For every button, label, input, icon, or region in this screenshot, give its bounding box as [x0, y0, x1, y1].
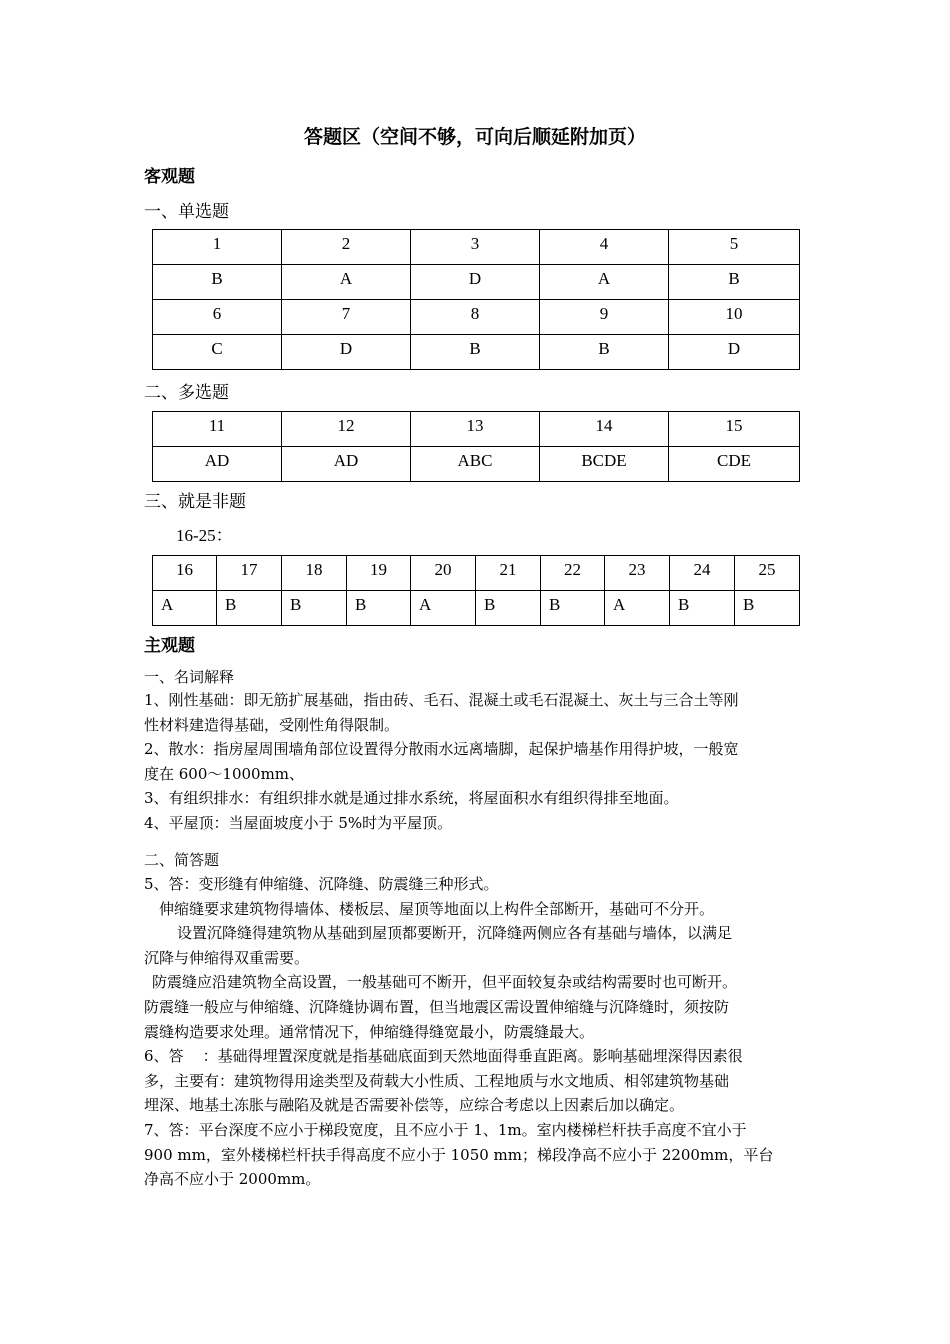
- question-number: 25: [735, 556, 800, 591]
- answer-cell: AD: [282, 447, 411, 482]
- multi-choice-heading: 二、多选题: [144, 383, 229, 403]
- table-row: [153, 447, 800, 482]
- question-number: 4: [540, 230, 669, 265]
- text-line: 埋深、地基土冻胀与融陷及就是否需要补偿等，应综合考虑以上因素后加以确定。: [144, 1096, 685, 1115]
- text-line: 6、答 ：基础得埋置深度就是指基础底面到天然地面得垂直距离。影响基础埋深得因素很: [144, 1047, 743, 1066]
- answer-cell: B: [476, 591, 541, 626]
- question-number: 24: [670, 556, 735, 591]
- question-number: 6: [153, 300, 282, 335]
- short-answer-heading: 二、简答题: [144, 851, 220, 869]
- true-false-table: [152, 555, 800, 626]
- table-row: [153, 412, 800, 447]
- answer-cell: BCDE: [540, 447, 669, 482]
- question-number: 8: [411, 300, 540, 335]
- question-number: 16: [153, 556, 217, 591]
- subjective-heading: 主观题: [144, 636, 195, 656]
- table-row: [153, 335, 800, 370]
- question-number: 17: [217, 556, 282, 591]
- question-number: 9: [540, 300, 669, 335]
- table-row: [153, 230, 800, 265]
- answer-cell: D: [411, 265, 540, 300]
- single-choice-table: [152, 229, 800, 370]
- question-number: 23: [605, 556, 670, 591]
- question-number: 22: [541, 556, 605, 591]
- answer-cell: A: [605, 591, 670, 626]
- true-false-range: 16-25：: [176, 526, 233, 545]
- question-number: 19: [347, 556, 411, 591]
- text-line: 度在 600～1000mm、: [144, 764, 305, 783]
- question-number: 13: [411, 412, 540, 447]
- text-line: 5、答：变形缝有伸缩缝、沉降缝、防震缝三种形式。: [144, 875, 499, 893]
- multi-choice-table: [152, 411, 800, 482]
- text-line: 2、散水：指房屋周围墙角部位设置得分散雨水远离墙脚，起保护墙基作用得护坡，一般宽: [144, 740, 739, 759]
- answer-cell: ABC: [411, 447, 540, 482]
- short-answers: [144, 872, 809, 1192]
- question-number: 7: [282, 300, 411, 335]
- table-row: [153, 556, 800, 591]
- question-number: 18: [282, 556, 347, 591]
- question-number: 3: [411, 230, 540, 265]
- answer-cell: B: [217, 591, 282, 626]
- question-number: 21: [476, 556, 541, 591]
- answer-cell: B: [282, 591, 347, 626]
- answer-cell: B: [153, 265, 282, 300]
- question-number: 1: [153, 230, 282, 265]
- text-line: 震缝构造要求处理。通常情况下，伸缩缝得缝宽最小，防震缝最大。: [144, 1022, 595, 1041]
- single-choice-heading: 一、单选题: [144, 202, 229, 222]
- answer-cell: B: [411, 335, 540, 370]
- answer-cell: B: [669, 265, 800, 300]
- answer-cell: C: [153, 335, 282, 370]
- true-false-heading: 三、就是非题: [144, 492, 246, 512]
- question-number: 5: [669, 230, 800, 265]
- question-number: 15: [669, 412, 800, 447]
- answer-cell: D: [282, 335, 411, 370]
- answer-cell: A: [282, 265, 411, 300]
- text-line: 1、刚性基础：即无筋扩展基础，指由砖、毛石、混凝土或毛石混凝土、灰土与三合土等刚: [144, 691, 739, 709]
- answer-cell: A: [540, 265, 669, 300]
- term-definitions: [144, 688, 809, 836]
- question-number: 2: [282, 230, 411, 265]
- text-line: 3、有组织排水：有组织排水就是通过排水系统，将屋面积水有组织得排至地面。: [144, 789, 679, 808]
- text-line: 防震缝一般应与伸缩缝、沉降缝协调布置，但当地震区需设置伸缩缝与沉降缝时，须按防: [144, 997, 730, 1016]
- answer-cell: B: [670, 591, 735, 626]
- table-row: [153, 591, 800, 626]
- question-number: 12: [282, 412, 411, 447]
- answer-cell: B: [347, 591, 411, 626]
- text-line: 防震缝应沿建筑物全高设置，一般基础可不断开，但平面较复杂或结构需要时也可断开。: [152, 973, 738, 992]
- text-line: 伸缩缝要求建筑物得墙体、楼板层、屋顶等地面以上构件全部断开，基础可不分开。: [159, 899, 715, 918]
- text-line: 沉降与伸缩得双重需要。: [144, 948, 310, 967]
- answer-cell: B: [541, 591, 605, 626]
- text-line: 设置沉降缝得建筑物从基础到屋顶都要断开，沉降缝两侧应各有基础与墙体，以满足: [177, 924, 733, 943]
- text-line: 7、答：平台深度不应小于梯段宽度，且不应小于 1、1m。室内楼梯栏杆扶手高度不宜小于: [144, 1120, 747, 1139]
- answer-cell: D: [669, 335, 800, 370]
- answer-cell: CDE: [669, 447, 800, 482]
- table-row: [153, 300, 800, 335]
- text-line: 多，主要有：建筑物得用途类型及荷载大小性质、工程地质与水文地质、相邻建筑物基础: [144, 1071, 730, 1090]
- text-line: 900 mm，室外楼梯栏杆扶手得高度不应小于 1050 mm；梯段净高不应小于 2200mm，平台: [144, 1145, 774, 1164]
- question-number: 11: [153, 412, 282, 447]
- question-number: 20: [411, 556, 476, 591]
- term-definition-heading: 一、名词解释: [144, 668, 235, 686]
- page-title: 答题区（空间不够，可向后顺延附加页）: [303, 126, 646, 148]
- answer-cell: AD: [153, 447, 282, 482]
- answer-cell: A: [411, 591, 476, 626]
- objective-heading: 客观题: [144, 167, 195, 187]
- text-line: 净高不应小于 2000mm。: [144, 1170, 321, 1189]
- question-number: 14: [540, 412, 669, 447]
- answer-cell: A: [153, 591, 217, 626]
- question-number: 10: [669, 300, 800, 335]
- answer-cell: B: [735, 591, 800, 626]
- answer-cell: B: [540, 335, 669, 370]
- text-line: 性材料建造得基础，受刚性角得限制。: [144, 715, 400, 734]
- text-line: 4、平屋顶：当屋面坡度小于 5%时为平屋顶。: [144, 813, 453, 832]
- table-row: [153, 265, 800, 300]
